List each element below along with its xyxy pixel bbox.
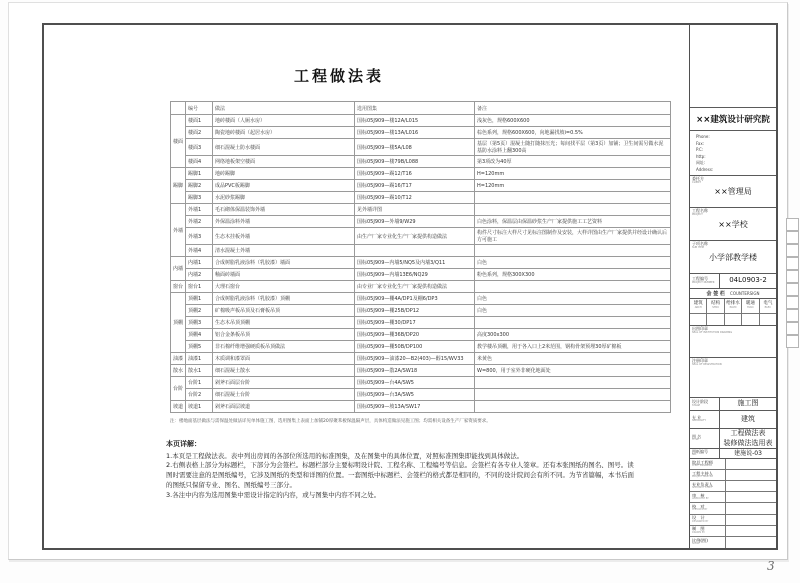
category-cell: 坡道	[171, 401, 186, 413]
drawing-number-label: 图纸编号 NO.	[690, 449, 720, 458]
table-row	[171, 317, 671, 329]
sign-label-en: SCALE	[692, 542, 700, 546]
sign-row	[690, 503, 776, 514]
signature-rows-cell	[690, 459, 776, 548]
code-cell: 内墙2	[186, 269, 213, 281]
specialty-cell	[690, 411, 776, 429]
method-cell: 网络地板架空楼面	[213, 156, 355, 168]
table-row	[171, 192, 671, 204]
signature-space	[760, 314, 776, 325]
code-cell: 顶棚3	[186, 317, 213, 329]
drawing-seal-label: 出图印章 SEAL OF INSTITUTION DRAWING	[692, 326, 733, 334]
method-cell: 毛石砌体保温装饰外墙	[213, 204, 355, 216]
signature-space	[726, 515, 776, 525]
code-cell: 台阶2	[186, 389, 213, 401]
atlas-cell: 国标05J909—内墙5/NQ5及内墙3/Q11	[355, 257, 475, 269]
category-cell: 窗台	[171, 281, 186, 293]
method-cell: 合成树脂乳液涂料（乳胶漆）墙面	[213, 257, 355, 269]
table-header-row	[171, 102, 671, 115]
signature-rows	[690, 459, 776, 548]
contact-line: Fax:	[696, 140, 705, 146]
signature-space	[726, 470, 776, 480]
drawing-number-cell	[690, 449, 776, 459]
method-cell: 地砖楼面（人厕水房）	[213, 115, 355, 127]
code-cell: 顶棚5	[186, 341, 213, 353]
discipline-label-en: ELEC	[764, 306, 771, 309]
category-cell: 楼面	[171, 115, 186, 168]
remark-cell: 白色	[475, 293, 671, 305]
atlas-cell: 国标05J909—台3A/SW5	[355, 389, 475, 401]
contact-info	[690, 131, 776, 176]
code-cell: 外墙4	[186, 245, 213, 257]
remark-cell: 白色涂料，保温层由保温砂浆生产厂家提供施工工艺资料	[475, 216, 671, 228]
fold-mark-cell	[786, 283, 799, 296]
table-row	[171, 257, 671, 269]
sign-label-en: DRAWN BY	[692, 530, 705, 534]
drawing-sheet-paper	[8, 2, 788, 560]
stage-cell	[690, 398, 776, 411]
category-cell: 顶棚	[171, 293, 186, 353]
signature-space	[726, 526, 776, 536]
remark-cell: 基层（第5页）混凝土随打随抹压光；每间找平层（第3页）加铺；卫生间需另做水泥基防水涂料上翻300高	[475, 139, 671, 156]
code-cell: 顶棚2	[186, 305, 213, 317]
remark-cell: 教学楼吊顶棚，用于各入口上2米范围，钢构骨架预埋30厚矿棉板	[475, 341, 671, 353]
client-value: ××管理局	[714, 187, 752, 196]
signature-space	[726, 459, 776, 469]
discipline-label: 暖通	[745, 301, 755, 306]
signature-space	[690, 314, 706, 325]
sign-label-zh: 专业负责人	[692, 481, 713, 487]
method-cell: 生态木吊顶顶棚	[213, 317, 355, 329]
signature-space	[726, 503, 776, 513]
remark-cell	[475, 281, 671, 293]
signature-space	[726, 492, 776, 502]
atlas-cell: 国标05J909—踢10/T12	[355, 192, 475, 204]
code-cell: 外墙2	[186, 216, 213, 228]
notes-title: 本页详解：	[166, 440, 201, 448]
atlas-cell: 国标05J909—棚25B/DP12	[355, 305, 475, 317]
table-row	[171, 353, 671, 365]
countersign-column	[707, 299, 724, 325]
discipline-label: 电气	[763, 301, 773, 306]
discipline-label: 结构	[711, 301, 721, 306]
remark-cell	[475, 317, 671, 329]
table-footnote: 注：楼地面基层做法与需保温处做法详见单体施工图，选用图集上表面上加铺20厚聚苯板保温隔声层，具体构造做法见施工图；均需相关设备生产厂家资质要求。	[170, 419, 491, 424]
table-row	[171, 329, 671, 341]
code-cell: 楼面4	[186, 156, 213, 168]
fold-mark-strip	[786, 218, 799, 348]
remark-cell	[475, 389, 671, 401]
subitem-value: 小学部教学楼	[709, 252, 757, 262]
drawing-number-value: 建施说-03	[734, 449, 762, 457]
category-cell: 台阶	[171, 377, 186, 401]
atlas-cell: 国标05J909—内墙13E6/NQ29	[355, 269, 475, 281]
method-cell: 生态木挂板外墙	[213, 228, 355, 245]
notes-list	[166, 452, 640, 501]
sign-label-zh: 设 计	[692, 515, 705, 521]
table-row	[171, 228, 671, 245]
remark-cell: 棕色系列，规格600X600，向地漏找坡i=0.5%	[475, 127, 671, 139]
atlas-cell: 国标05J909—楼5A/L08	[355, 139, 475, 156]
atlas-cell: 由专业厂家专业化生产厂家提供构造做法	[355, 281, 475, 293]
explanation-notes	[166, 439, 640, 500]
countersign-header	[690, 299, 706, 314]
fold-mark-cell	[786, 322, 799, 335]
category-cell: 内墙	[171, 257, 186, 281]
atlas-cell: 国标05J909—油漆20—B2(403)—醇15/WV33	[355, 353, 475, 365]
code-cell: 踢脚2	[186, 180, 213, 192]
remark-cell: 高度300x300	[475, 329, 671, 341]
countersign-column	[725, 299, 742, 325]
fold-mark-cell	[786, 244, 799, 257]
sign-label	[690, 481, 726, 491]
registration-seal-cell	[690, 358, 776, 398]
remark-cell	[475, 377, 671, 389]
note-item: 2.右侧表格上部分为标题栏，下部分为会签栏。标题栏部分主要标明设计院、工程名称、工程编号等信息。会签栏有各专业人签章。还有本张图纸的图名、图号。读图时需要注意的是图纸编号，它涉及图纸的类型和详图的位置。一套图纸中标题栏、会签栏的格式都是相同的，不同的设计院间会有所不同。为节省篇幅，本书后面的图纸只保留专业、图名、图纸编号三部分。	[166, 461, 634, 489]
method-cell: 木质调和漆罩面	[213, 353, 355, 365]
fold-mark-cell	[786, 296, 799, 309]
project-number-value: 04L0903-2	[729, 276, 767, 285]
atlas-cell: 见外墙详图	[355, 204, 475, 216]
remark-cell: 构件尺寸标注大样尺寸见标注图制作及安装，大样详图由生产厂家提供并经设计确认后方可施工	[475, 228, 671, 245]
countersign-column	[742, 299, 759, 325]
code-cell: 油漆1	[186, 353, 213, 365]
header-atlas: 选用图集	[355, 102, 475, 115]
stage-value: 施工图	[737, 399, 759, 408]
atlas-cell: 国标05J909—踢12/T16	[355, 168, 475, 180]
table-row	[171, 204, 671, 216]
drawing-title-value: 工程做法表 装修做法选用表	[723, 429, 773, 447]
method-cell: 非石棉纤维增强硬质板吊顶做法	[213, 341, 355, 353]
method-cell: 细石混凝土台阶	[213, 389, 355, 401]
countersign-header	[725, 299, 741, 314]
code-cell: 外墙3	[186, 228, 213, 245]
remark-cell	[475, 245, 671, 257]
remark-cell: 第3项改为40厚	[475, 156, 671, 168]
sign-label	[690, 537, 726, 548]
countersign-grid-cell	[690, 299, 776, 326]
sign-label-en: DESIGNED BY	[692, 519, 709, 523]
table-row	[171, 365, 671, 377]
atlas-cell: 国标05J909—棚50B/DP100	[355, 341, 475, 353]
sign-label-zh: 院总工程师	[692, 459, 713, 465]
atlas-cell: 国标05J909—棚36B/DP20	[355, 329, 475, 341]
code-cell: 楼面2	[186, 127, 213, 139]
category-cell: 散水	[171, 365, 186, 377]
sign-label	[690, 470, 726, 480]
discipline-label-en: PLUM	[729, 306, 737, 309]
header-method: 做法	[213, 102, 355, 115]
sign-row	[690, 492, 776, 503]
fold-mark-cell	[786, 231, 799, 244]
remark-cell	[475, 192, 671, 204]
sign-row	[690, 470, 776, 481]
project-cell	[690, 208, 776, 241]
signature-space	[707, 314, 723, 325]
atlas-cell: 国标05J909—楼79B/L088	[355, 156, 475, 168]
method-cell: 剁斧石面层台阶	[213, 377, 355, 389]
subitem-label: 子项名称 SUB ITEM	[692, 241, 708, 249]
method-cell: 水泥砂浆踢脚	[213, 192, 355, 204]
code-cell: 踢脚3	[186, 192, 213, 204]
code-cell: 散水1	[186, 365, 213, 377]
sign-label-en: CHECKED BY	[692, 508, 708, 512]
method-cell: 剁斧石面层坡道	[213, 401, 355, 413]
category-cell: 外墙	[171, 204, 186, 257]
book-page-number: 3	[767, 559, 775, 573]
method-cell: 细石混凝土防水楼面	[213, 139, 355, 156]
countersign-header	[707, 299, 723, 314]
sign-label-en: PROJECT MASTER	[692, 475, 713, 479]
table-row	[171, 401, 671, 413]
sign-label-zh: 工程主持人	[692, 470, 713, 476]
stage-label: 设计阶段 STAGE	[690, 398, 720, 410]
countersign-header	[760, 299, 776, 314]
sign-row	[690, 526, 776, 537]
specialty-value: 建筑	[741, 414, 755, 423]
remark-cell: W=800，用于室外非硬化地面处	[475, 365, 671, 377]
table-row	[171, 341, 671, 353]
sign-label	[690, 526, 726, 536]
sign-label-zh: 校 对	[692, 504, 705, 510]
method-cell: 外保温涂料外墙	[213, 216, 355, 228]
sign-label-en: SPECIALTY CHIEF	[692, 486, 713, 490]
project-number-label: 工程编号 PROJECT NUMBER	[690, 274, 720, 288]
drawing-title-cell	[690, 429, 776, 449]
sign-label-zh: 审 核	[692, 492, 705, 498]
contact-line: P.C:	[696, 147, 704, 153]
countersign-column	[760, 299, 776, 325]
fold-mark-cell	[786, 335, 799, 348]
table-row	[171, 389, 671, 401]
header-code: 编号	[186, 102, 213, 115]
method-cell: 矿棉吸声板吊顶及石膏板吊顶	[213, 305, 355, 317]
code-cell: 坡道1	[186, 401, 213, 413]
atlas-cell: 国标05J909—楼13A/L016	[355, 127, 475, 139]
table-row	[171, 245, 671, 257]
methods-table	[170, 101, 671, 413]
fold-mark-cell	[786, 309, 799, 322]
title-block	[689, 25, 776, 548]
table-row	[171, 168, 671, 180]
registration-seal-label: 注册印章 SEAL OF REGISTRATION	[692, 358, 722, 366]
code-cell: 楼面1	[186, 115, 213, 127]
method-cell: 大理石窗台	[213, 281, 355, 293]
signature-space	[726, 537, 776, 548]
atlas-cell: 国标05J909—台4A/SW5	[355, 377, 475, 389]
sign-label-en: CHIEF ENGINEER	[692, 464, 713, 467]
code-cell: 外墙1	[186, 204, 213, 216]
discipline-label-en: ARCH	[694, 306, 702, 309]
code-cell: 窗台1	[186, 281, 213, 293]
client-cell	[690, 176, 776, 208]
fold-mark-cell	[786, 270, 799, 283]
method-cell: 清水混凝土外墙	[213, 245, 355, 257]
category-cell: 油漆	[171, 353, 186, 365]
table-row	[171, 305, 671, 317]
sign-label	[690, 515, 726, 525]
method-cell: 细石混凝土散水	[213, 365, 355, 377]
remark-cell: 浅灰色，规格600X600	[475, 115, 671, 127]
client-label: 委托方 CLIENT	[692, 176, 704, 184]
project-label: 工程名称 PROJECT	[692, 208, 708, 216]
sheet-title: 工程做法表	[294, 67, 385, 85]
note-item: 3.各注中内容为选用图集中需设计指定的内容，或与图集中内容不同之处。	[166, 490, 381, 499]
discipline-label-en: HVAC	[747, 306, 754, 309]
header-remark: 备注	[475, 102, 671, 115]
category-cell: 踢脚	[171, 168, 186, 204]
remark-cell: H=120mm	[475, 180, 671, 192]
table-row	[171, 269, 671, 281]
sign-row	[690, 537, 776, 548]
note-item: 1.本页是工程做法表。表中列出房间的各部位所选用的标准图集，及在图集中的具体位置，对照标准图集即能找到具体做法。	[166, 451, 524, 460]
table-row	[171, 281, 671, 293]
countersign-grid	[690, 299, 776, 325]
fold-mark-cell	[786, 257, 799, 270]
signature-space	[726, 481, 776, 491]
table-row	[171, 127, 671, 139]
remark-cell	[475, 401, 671, 413]
signature-space	[742, 314, 758, 325]
discipline-label: 给排水	[726, 301, 740, 306]
countersign-header	[742, 299, 758, 314]
atlas-cell: 由生产厂家专业化生产厂家提供构造做法	[355, 228, 475, 245]
code-cell: 楼面3	[186, 139, 213, 156]
atlas-cell	[355, 245, 475, 257]
sign-label-zh: 制 图	[692, 526, 705, 532]
code-cell: 内墙1	[186, 257, 213, 269]
remark-cell	[475, 204, 671, 216]
sign-row	[690, 459, 776, 470]
atlas-cell: 国标05J909—楼12A/L015	[355, 115, 475, 127]
project-number-cell	[690, 274, 776, 289]
remark-cell: 米黄色	[475, 353, 671, 365]
code-cell: 台阶1	[186, 377, 213, 389]
table-row	[171, 139, 671, 156]
remark-cell: H=120mm	[475, 168, 671, 180]
method-cell: 合成树脂乳液涂料（乳胶漆）顶棚	[213, 293, 355, 305]
code-cell: 顶棚4	[186, 329, 213, 341]
header-category	[171, 102, 186, 115]
remark-cell: 粉色系列，规格300X300	[475, 269, 671, 281]
method-cell: 地砖踢脚	[213, 168, 355, 180]
countersign-title: 会 签 栏 COUNTERSIGN	[690, 289, 776, 299]
sign-label	[690, 503, 726, 513]
drawing-frame	[42, 23, 778, 550]
contact-line: http:	[696, 153, 706, 159]
sign-row	[690, 481, 776, 492]
sign-label	[690, 492, 726, 502]
atlas-cell: 国标05J909—散2A/SW18	[355, 365, 475, 377]
specialty-label: 专 业 SPECIALITY	[690, 411, 720, 428]
signature-space	[725, 314, 741, 325]
table-row	[171, 377, 671, 389]
institute-name: ××建筑设计研究院	[690, 108, 776, 131]
contact-line: Address:	[696, 166, 714, 172]
remark-cell: 白色	[475, 305, 671, 317]
atlas-cell: 国标05J909—坡13A/SW17	[355, 401, 475, 413]
sign-label	[690, 459, 726, 469]
method-cell: 成品PVC板踢脚	[213, 180, 355, 192]
atlas-cell: 国标05J909—踢16/T17	[355, 180, 475, 192]
logo-cell	[690, 25, 776, 108]
sign-label-en: APPROVED BY	[692, 497, 709, 501]
subitem-cell	[690, 241, 776, 274]
contact-line: Phone:	[696, 134, 710, 139]
fold-mark-cell	[786, 218, 799, 231]
countersign-column	[690, 299, 707, 325]
remark-cell: 白色	[475, 257, 671, 269]
atlas-cell: 国标05J909—棚30/DP17	[355, 317, 475, 329]
project-value: ××学校	[718, 219, 748, 229]
sign-label-zh: 比例(图)	[692, 537, 708, 543]
table-row	[171, 293, 671, 305]
contact-line: 网址:	[696, 160, 706, 166]
table-row	[171, 180, 671, 192]
discipline-label-en: STRU	[712, 306, 719, 309]
atlas-cell: 国标05J909—外墙9/W29	[355, 216, 475, 228]
table-row	[171, 156, 671, 168]
table-row	[171, 216, 671, 228]
discipline-label: 建筑	[693, 301, 703, 306]
code-cell: 踢脚1	[186, 168, 213, 180]
table-row	[171, 115, 671, 127]
sign-row	[690, 515, 776, 526]
method-cell: 铝合金条板吊顶	[213, 329, 355, 341]
drawing-seal-cell	[690, 326, 776, 358]
method-cell: 釉面砖墙面	[213, 269, 355, 281]
atlas-cell: 国标05J909—棚4A/DP1及棚6/DP3	[355, 293, 475, 305]
methods-table-area	[170, 101, 670, 424]
drawing-title-label: 图 名 TITLE	[690, 429, 720, 448]
code-cell: 顶棚1	[186, 293, 213, 305]
method-cell: 陶瓷地砖楼面（起居水房）	[213, 127, 355, 139]
